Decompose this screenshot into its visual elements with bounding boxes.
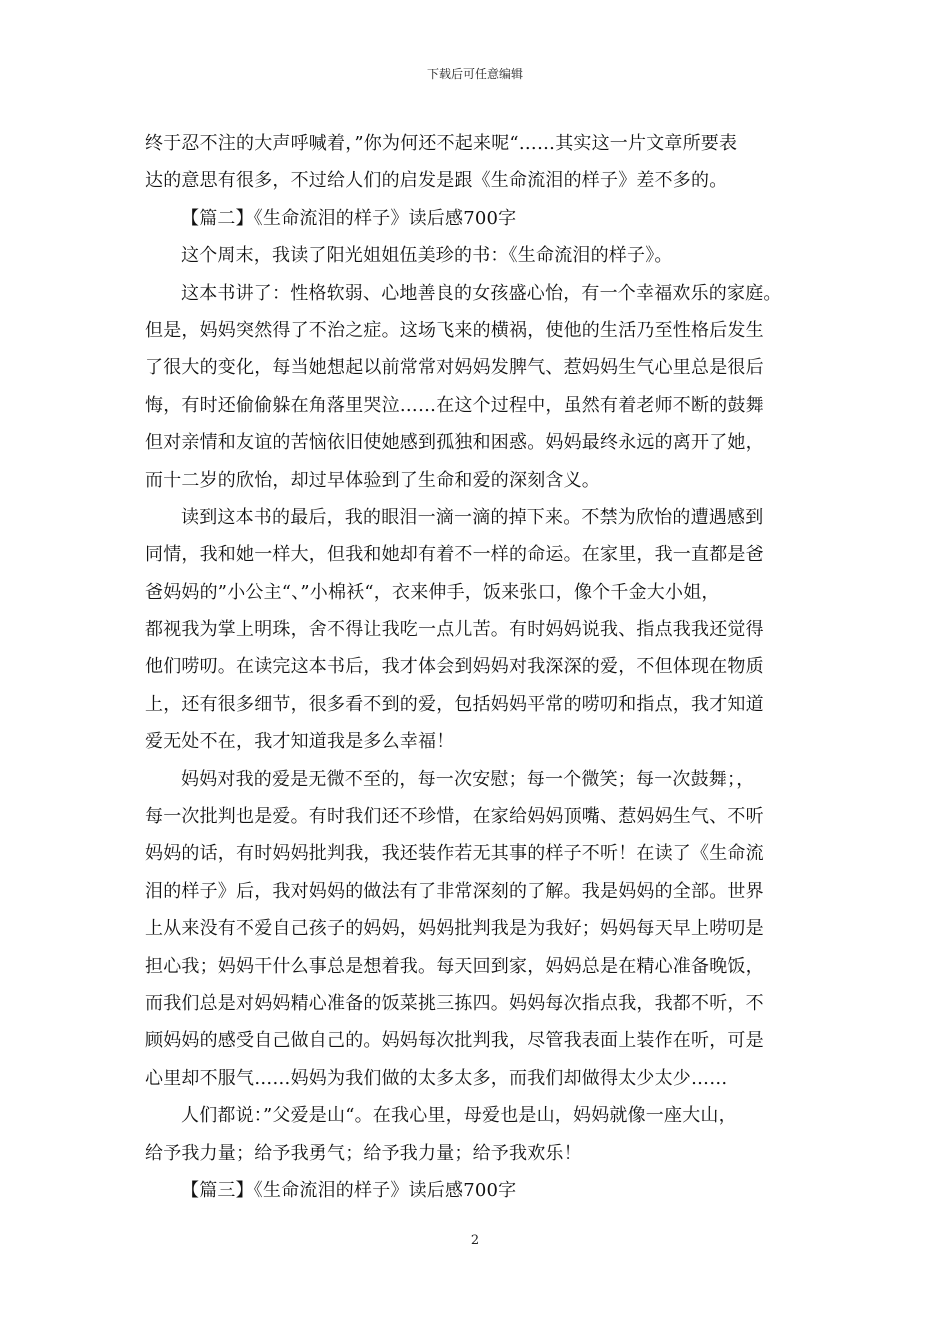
text-line: 爱无处不在，我才知道我是多么幸福！ bbox=[145, 731, 455, 753]
text-line: 心里却不服气……妈妈为我们做的太多太多，而我们却做得太少太少…… bbox=[145, 1067, 728, 1089]
text-line: 给予我力量；给予我勇气；给予我力量；给予我欢乐！ bbox=[145, 1142, 582, 1164]
text-line: 而我们总是对妈妈精心准备的饭菜挑三拣四。妈妈每次指点我，我都不听，不 bbox=[145, 992, 764, 1014]
text-line: 上从来没有不爱自己孩子的妈妈，妈妈批判我是为我好；妈妈每天早上唠叨是 bbox=[145, 918, 764, 940]
text-line: 妈妈对我的爱是无微不至的，每一次安慰；每一个微笑；每一次鼓舞；， bbox=[181, 768, 755, 790]
text-line: 达的意思有很多，不过给人们的启发是跟《生命流泪的样子》差不多的。 bbox=[145, 170, 728, 192]
text-line: 都视我为掌上明珠，舍不得让我吃一点儿苦。有时妈妈说我、指点我我还觉得 bbox=[145, 619, 764, 641]
section-heading: 【篇三】《生命流泪的样子》读后感700字 bbox=[181, 1179, 517, 1201]
text-line: 而十二岁的欣怡，却过早体验到了生命和爱的深刻含义。 bbox=[145, 469, 600, 491]
page-number: 2 bbox=[470, 1233, 480, 1248]
text-line: 人们都说：”父爱是山“。在我心里，母爱也是山，妈妈就像一座大山， bbox=[181, 1105, 737, 1127]
text-line: 终于忍不注的大声呼喊着，”你为何还不起来呢“……其实这一片文章所要表 bbox=[145, 133, 738, 154]
text-line: 但是，妈妈突然得了不治之症。这场飞来的横祸，使他的生活乃至性格后发生 bbox=[145, 319, 764, 341]
text-line: 悔，有时还偷偷躲在角落里哭泣……在这个过程中，虽然有着老师不断的鼓舞 bbox=[145, 394, 764, 416]
text-line: 同情，我和她一样大，但我和她却有着不一样的命运。在家里，我一直都是爸 bbox=[145, 544, 764, 566]
text-line: 妈妈的话，有时妈妈批判我，我还装作若无其事的样子不听！在读了《生命流 bbox=[145, 843, 764, 865]
text-line: 每一次批判也是爱。有时我们还不珍惜，在家给妈妈顶嘴、惹妈妈生气、不听 bbox=[145, 806, 764, 828]
text-line: 读到这本书的最后，我的眼泪一滴一滴的掉下来。不禁为欣怡的遭遇感到 bbox=[181, 506, 764, 528]
text-line: 但对亲情和友谊的苦恼依旧使她感到孤独和困惑。妈妈最终永远的离开了她， bbox=[145, 432, 764, 454]
text-line: 担心我；妈妈干什么事总是想着我。每天回到家，妈妈总是在精心准备晚饭， bbox=[145, 955, 764, 977]
text-line: 顾妈妈的感受自己做自己的。妈妈每次批判我，尽管我表面上装作在听，可是 bbox=[145, 1030, 764, 1052]
text-line: 这个周末，我读了阳光姐姐伍美珍的书：《生命流泪的样子》。 bbox=[181, 245, 673, 267]
text-line: 了很大的变化，每当她想起以前常常对妈妈发脾气、惹妈妈生气心里总是很后 bbox=[145, 357, 764, 379]
section-heading: 【篇二】《生命流泪的样子》读后感700字 bbox=[181, 207, 517, 229]
text-line: 泪的样子》后，我对妈妈的做法有了非常深刻的了解。我是妈妈的全部。世界 bbox=[145, 880, 764, 902]
text-line: 他们唠叨。在读完这本书后，我才体会到妈妈对我深深的爱，不但体现在物质 bbox=[145, 656, 764, 678]
page-header: 下载后可任意编辑 bbox=[426, 67, 523, 81]
text-line: 爸妈妈的”小公主“、”小棉袄“，衣来伸手，饭来张口，像个千金大小姐， bbox=[145, 581, 720, 603]
document-body bbox=[145, 125, 808, 1209]
text-line: 上，还有很多细节，很多看不到的爱，包括妈妈平常的唠叨和指点，我才知道 bbox=[145, 693, 764, 715]
text-line: 这本书讲了：性格软弱、心地善良的女孩盛心怡，有一个幸福欢乐的家庭。 bbox=[181, 282, 782, 304]
